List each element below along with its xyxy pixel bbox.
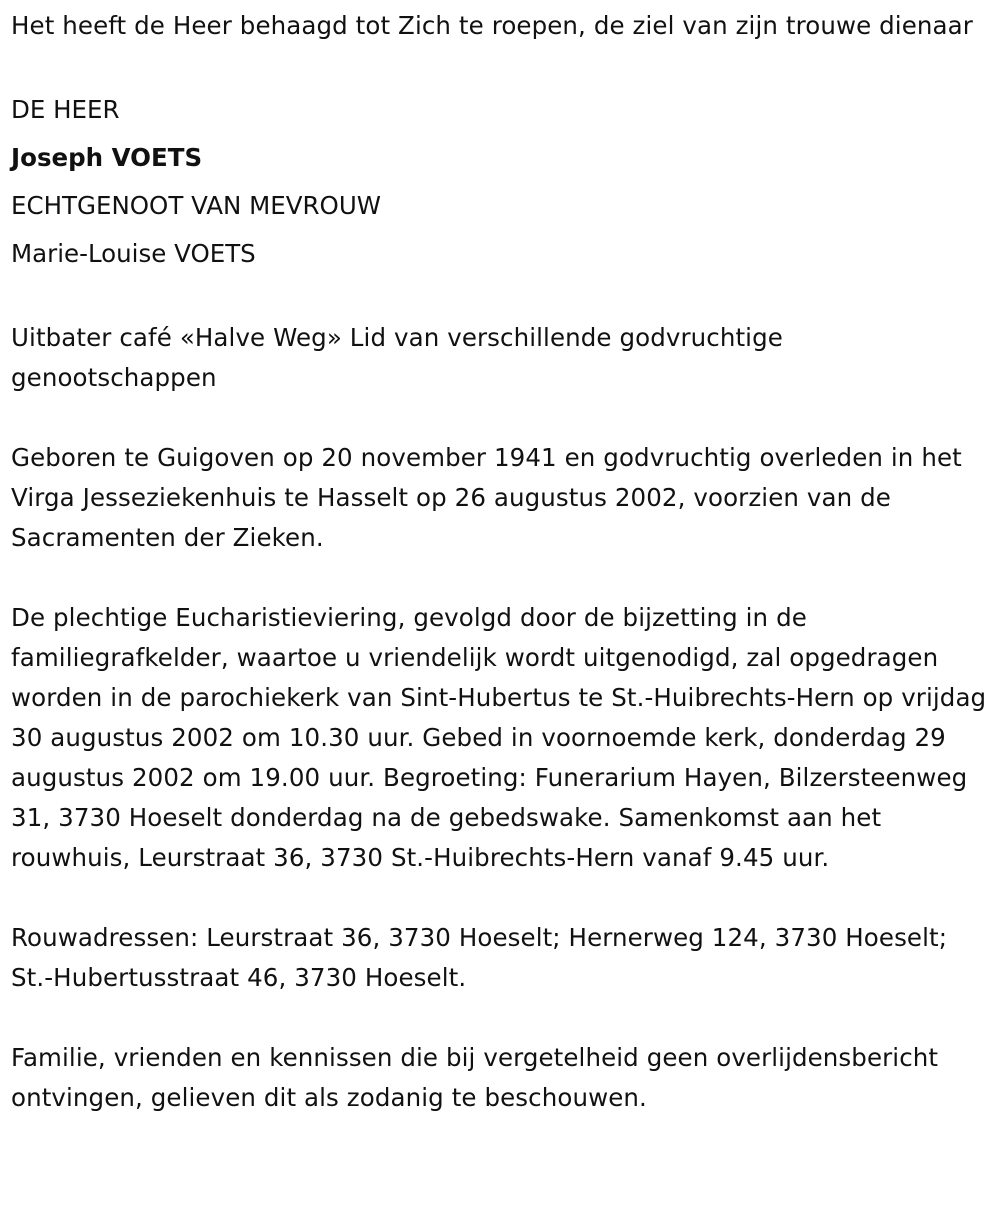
spacer: [11, 998, 990, 1038]
spacer: [11, 878, 990, 918]
intro-paragraph: Het heeft de Heer behaagd tot Zich te roepen, de ziel van zijn trouwe dienaar: [11, 11, 973, 40]
spouse-label: ECHTGENOOT VAN MEVROUW: [11, 191, 382, 220]
occupation-paragraph: Uitbater café «Halve Weg» Lid van verschillende godvruchtige genootschappen: [11, 323, 783, 392]
spacer: [11, 398, 990, 438]
spacer: [11, 558, 990, 598]
ceremony-paragraph: De plechtige Eucharistieviering, gevolgd door de bijzetting in de familiegrafkelder, waartoe u vriendelijk wordt uitgenodigd, zal opgedragen worden in de parochiekerk van Sint-Hubertus te St.-Huibrechts-Hern op vrijdag 30 augustus 2002 om 10.30 uur. Gebed in voornoemde kerk, donderdag 29 augustus 2002 om 19.00 uur. Begroeting: Funerarium Hayen, Bilzersteenweg 31, 3730 Hoeselt donderdag na de gebedswake. Samenkomst aan het rouwhuis, Leurstraat 36, 3730 St.-Huibrechts-Hern vanaf 9.45 uur.: [11, 603, 987, 872]
addresses-paragraph: Rouwadressen: Leurstraat 36, 3730 Hoeselt; Hernerweg 124, 3730 Hoeselt; St.-Hubertusstraat 46, 3730 Hoeselt.: [11, 923, 948, 992]
deceased-name: Joseph VOETS: [11, 143, 203, 172]
closing-paragraph: Familie, vrienden en kennissen die bij vergetelheid geen overlijdensbericht ontvingen, gelieven dit als zodanig te beschouwen.: [11, 1043, 939, 1112]
birth-death-paragraph: Geboren te Guigoven op 20 november 1941 en godvruchtig overleden in het Virga Jesseziekenhuis te Hasselt op 26 augustus 2002, voorzien van de Sacramenten der Zieken.: [11, 443, 962, 552]
spouse-name: Marie-Louise VOETS: [11, 239, 256, 268]
spacer: [11, 46, 990, 86]
title-line: DE HEER: [11, 95, 120, 124]
spacer: [11, 278, 990, 318]
